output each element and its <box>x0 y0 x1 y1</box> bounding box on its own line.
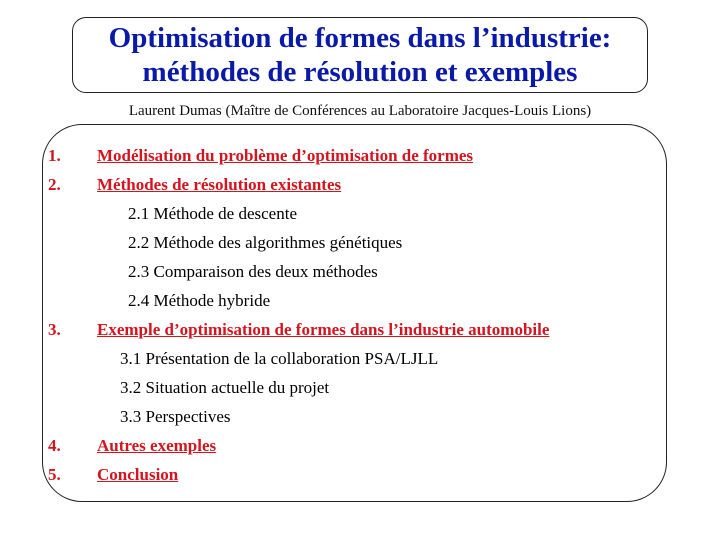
outline-number-4: 4. <box>48 436 61 455</box>
outline-subitem-2-4: 2.4 Méthode hybride <box>128 291 271 310</box>
outline-subitem-3-1: 3.1 Présentation de la collaboration PSA/LJLL <box>120 349 439 368</box>
outline-number-2: 2. <box>48 175 61 194</box>
outline-subitem-2-1: 2.1 Méthode de descente <box>128 204 297 223</box>
outline-subitem-3-2: 3.2 Situation actuelle du projet <box>120 378 330 397</box>
outline-item-5: Conclusion <box>97 465 179 484</box>
outline-subitem-3-3: 3.3 Perspectives <box>120 407 231 426</box>
outline-subitem-2-3: 2.3 Comparaison des deux méthodes <box>128 262 378 281</box>
outline-subitem-2-2: 2.2 Méthode des algorithmes génétiques <box>128 233 403 252</box>
title-box <box>72 17 648 93</box>
outline-item-4: Autres exemples <box>97 436 217 455</box>
slide-title-line-1: Optimisation de formes dans l’industrie: <box>108 22 612 54</box>
outline-number-1: 1. <box>48 146 61 165</box>
outline-number-3: 3. <box>48 320 61 339</box>
outline-item-2: Méthodes de résolution existantes <box>97 175 342 194</box>
outline-item-1: Modélisation du problème d’optimisation de formes <box>97 146 474 165</box>
outline-item-3: Exemple d’optimisation de formes dans l’industrie automobile <box>97 320 550 339</box>
author-subtitle: Laurent Dumas (Maître de Conférences au Laboratoire Jacques-Louis Lions) <box>128 103 592 119</box>
slide-title-line-2: méthodes de résolution et exemples <box>142 56 578 88</box>
outline-number-5: 5. <box>48 465 61 484</box>
